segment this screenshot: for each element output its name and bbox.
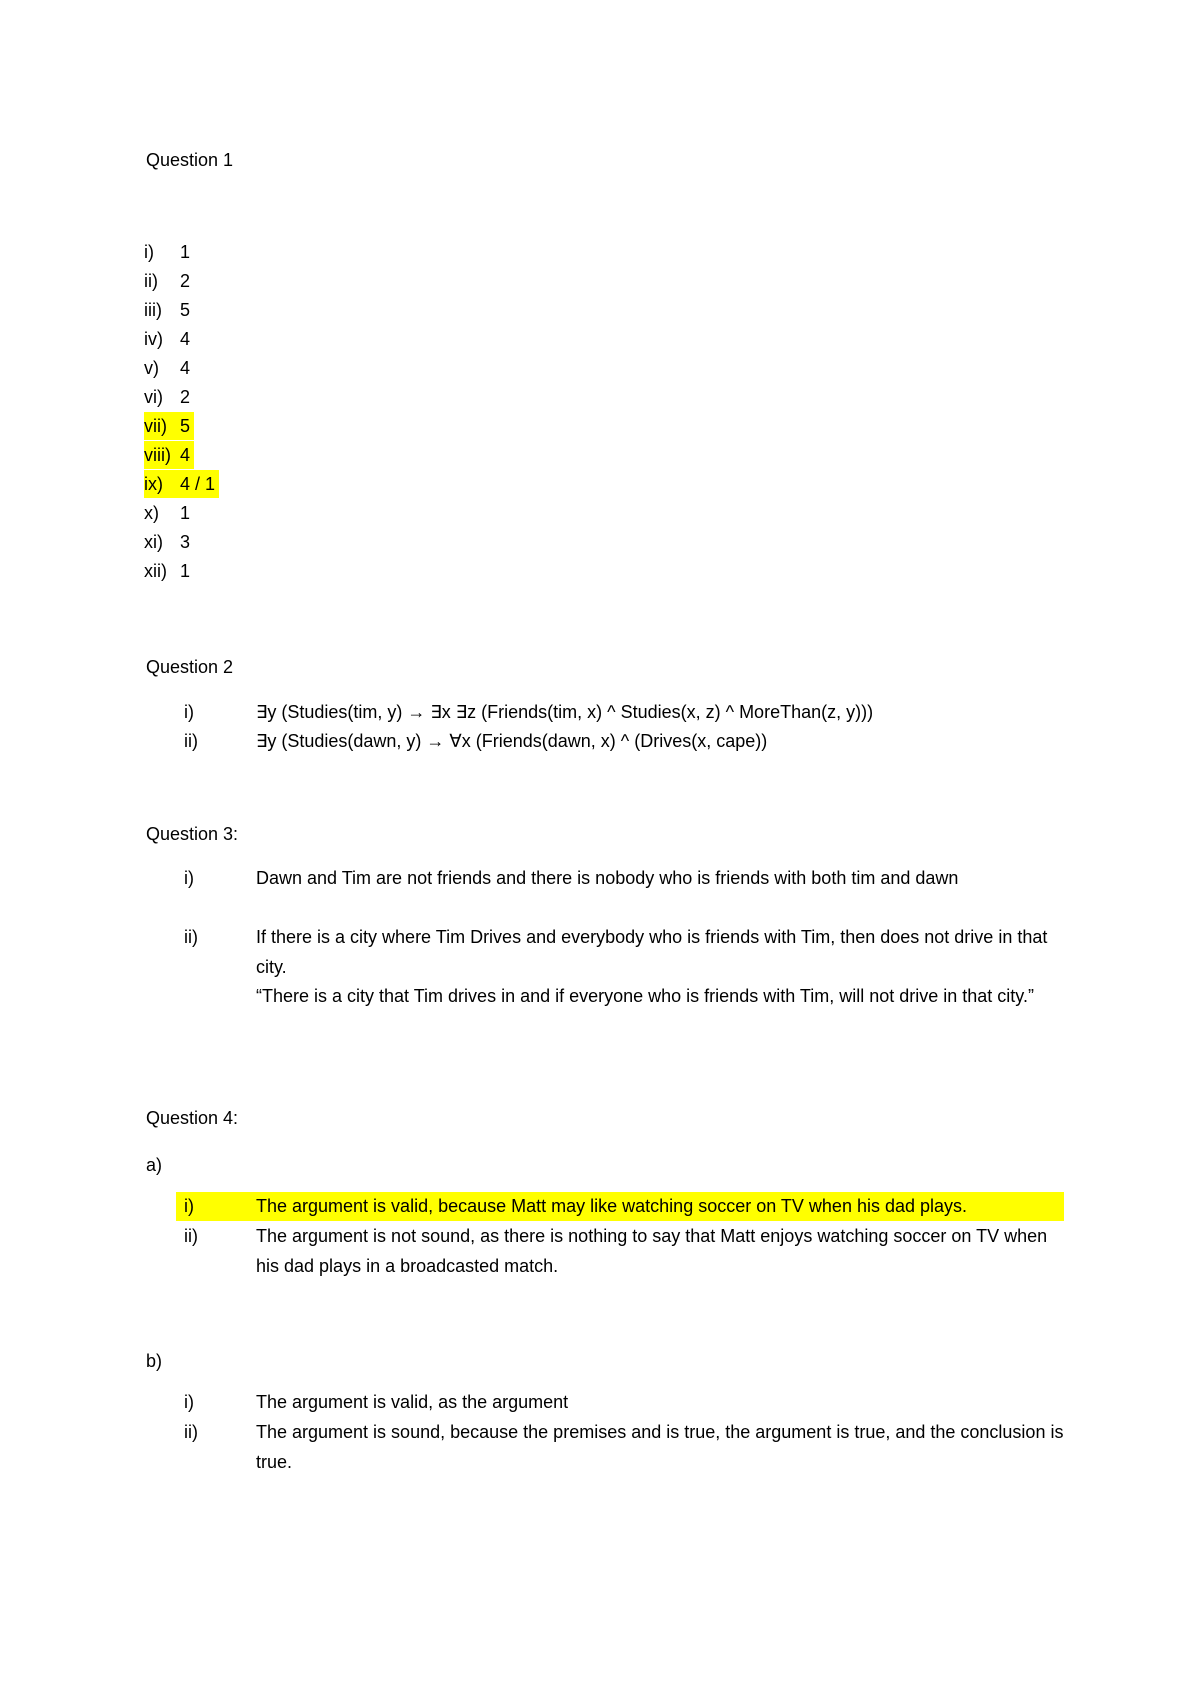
q3-item-text: Dawn and Tim are not friends and there is nobody who is friends with both tim and dawn (256, 868, 959, 888)
q1-answer-row-highlighted (144, 441, 194, 469)
q1-answer-number: vi) (144, 387, 163, 407)
q4b-item-text: The argument is sound, because the premises and is true, the argument is true, and the conclusion is true. (256, 1422, 1064, 1472)
q1-answer-number: iii) (144, 300, 162, 320)
q1-answer-value: 2 (180, 271, 191, 291)
q1-answer-row-highlighted (144, 470, 219, 498)
q1-answer-value: 1 (180, 503, 191, 523)
q4a-item-text: The argument is not sound, as there is nothing to say that Matt enjoys watching soccer on TV when his dad plays in a broadcasted match. (256, 1226, 1048, 1276)
q1-answer-number: ii) (144, 271, 158, 291)
question-4-title: Question 4: (146, 1108, 239, 1128)
q1-answer-value: 2 (180, 387, 191, 407)
q1-answer-value: 4 (180, 329, 191, 349)
q1-answer-row (144, 238, 190, 266)
q2-item (184, 727, 1064, 757)
q1-answer-value: 5 (180, 300, 191, 320)
q2-item (184, 698, 1064, 728)
q1-answer-row (144, 383, 190, 411)
q2-item-number: i) (184, 702, 194, 722)
q4a-item-number: i) (184, 1196, 194, 1216)
q4a-item-number: ii) (184, 1226, 198, 1246)
q4b-item-number: i) (184, 1392, 194, 1412)
q2-item-number: ii) (184, 731, 198, 751)
q1-answer-number: viii) (144, 445, 171, 465)
q1-answer-row (144, 325, 190, 353)
q3-item (184, 923, 1064, 1012)
q1-answer-row (144, 499, 190, 527)
q3-item-quote: “There is a city that Tim drives in and if everyone who is friends with Tim, will not drive in that city.” (256, 986, 1034, 1006)
q4-part-a-label: a) (146, 1155, 163, 1175)
question-2-title: Question 2 (146, 657, 234, 677)
q1-answer-row-highlighted (144, 412, 194, 440)
q1-answer-value: 5 (180, 416, 191, 436)
q1-answer-number: x) (144, 503, 159, 523)
q2-item-formula: ∃y (Studies(dawn, y) → ∀x (Friends(dawn, x) ^ (Drives(x, cape)) (256, 731, 768, 751)
q4b-item (184, 1388, 1064, 1418)
q1-answer-number: i) (144, 242, 154, 262)
q3-item-number: ii) (184, 927, 198, 947)
q2-item-formula: ∃y (Studies(tim, y) → ∃x ∃z (Friends(tim, x) ^ Studies(x, z) ^ MoreThan(z, y))) (256, 702, 874, 722)
q1-answer-number: xii) (144, 561, 167, 581)
q1-answer-row (144, 296, 190, 324)
q1-answer-number: xi) (144, 532, 163, 552)
q4b-item (184, 1418, 1064, 1477)
q1-answer-value: 4 (180, 358, 191, 378)
q4a-item-highlighted (176, 1192, 1064, 1221)
q4b-item-text: The argument is valid, as the argument (256, 1392, 569, 1412)
q1-answer-value: 1 (180, 561, 191, 581)
q4-part-b-label: b) (146, 1351, 163, 1371)
q3-item (184, 864, 1064, 894)
q1-answer-number: v) (144, 358, 159, 378)
question-3-title: Question 3: (146, 824, 239, 844)
q3-item-number: i) (184, 868, 194, 888)
q1-answer-number: vii) (144, 416, 167, 436)
q1-answer-row (144, 267, 190, 295)
q3-item-text: If there is a city where Tim Drives and everybody who is friends with Tim, then does not drive in that city. (256, 927, 1048, 977)
q4a-item (184, 1222, 1064, 1281)
q1-answer-value: 4 (180, 445, 191, 465)
q4b-item-number: ii) (184, 1422, 198, 1442)
q1-answer-value: 3 (180, 532, 191, 552)
q1-answer-row (144, 557, 190, 585)
question-1-title: Question 1 (146, 150, 234, 170)
q1-answer-number: iv) (144, 329, 163, 349)
q1-answer-row (144, 354, 190, 382)
q1-answer-row (144, 528, 190, 556)
q4a-item-text: The argument is valid, because Matt may like watching soccer on TV when his dad plays. (256, 1196, 968, 1216)
q1-answer-value: 1 (180, 242, 191, 262)
q1-answer-number: ix) (144, 474, 163, 494)
q1-answer-value: 4 / 1 (180, 474, 216, 494)
